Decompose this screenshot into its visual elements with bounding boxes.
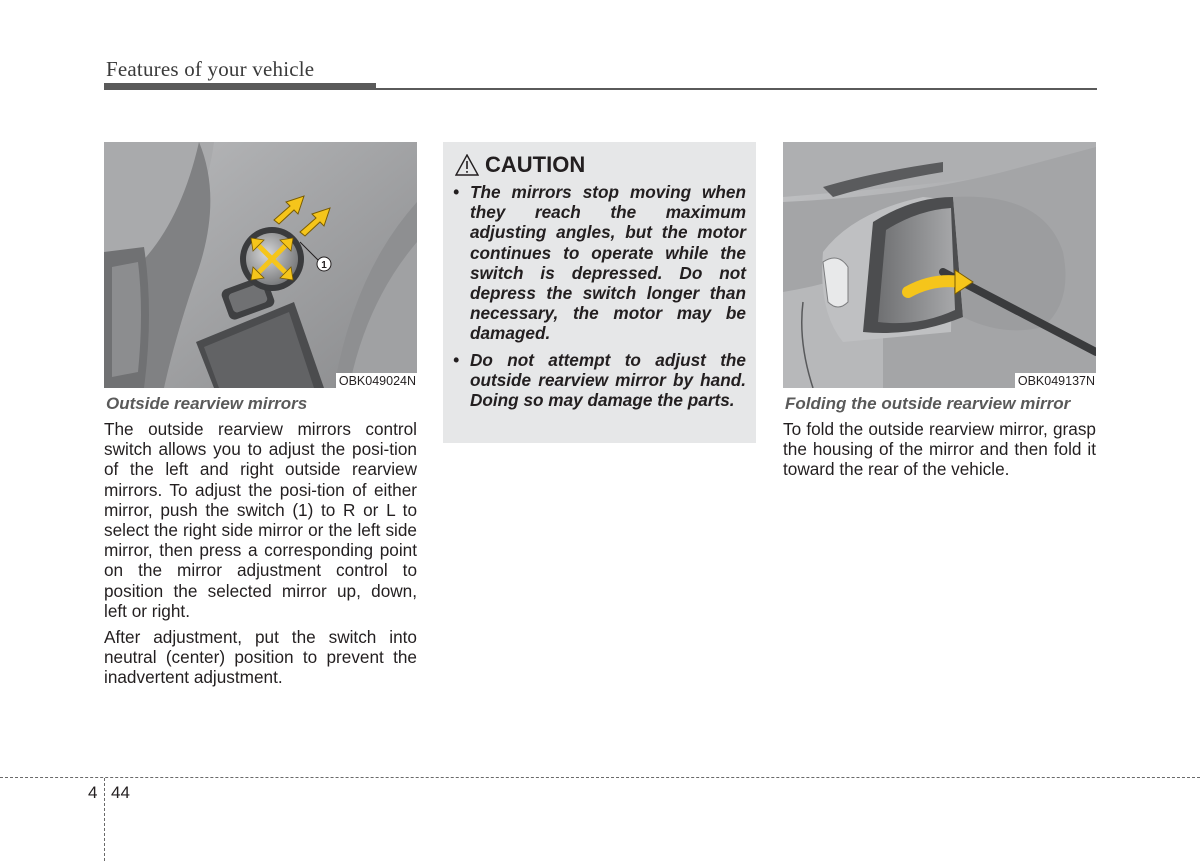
mirror-switch-figure	[104, 142, 417, 388]
mirror-folding-illustration	[783, 142, 1096, 388]
page-number: 44	[111, 783, 130, 802]
bullet: •	[453, 182, 460, 202]
caution-list	[453, 182, 746, 416]
mirror-folding-figure	[783, 142, 1096, 388]
callout-number: 1	[321, 260, 327, 271]
caution-item-text: Do not attempt to adjust the outside rearview mirror by hand. Doing so may damage the parts.	[470, 349, 746, 411]
figure-caption: Folding the outside rearview mirror	[785, 394, 1071, 413]
caution-title: CAUTION	[485, 152, 586, 177]
caution-box	[443, 142, 756, 443]
figure-code: OBK049137N	[1015, 373, 1096, 388]
paragraph: To fold the outside rearview mirror, grasp the housing of the mirror and then fold it toward the rear of the vehicle.	[783, 419, 1096, 480]
paragraph: The outside rearview mirrors control switch allows you to adjust the posi-tion of the left and right outside rearview mirrors. To adjust the posi-tion of either mirror, push the switch (1) to R or L to select the right side mirror or the left side mirror, then press a corresponding point on the mirror adjustment control to position the selected mirror up, down, left or right.	[104, 419, 417, 621]
footer-rule	[0, 777, 1200, 778]
footer-divider	[104, 778, 105, 861]
mirror-switch-illustration	[104, 142, 417, 388]
bullet: •	[453, 349, 460, 370]
caution-item	[453, 350, 746, 411]
body-text-column-1	[104, 419, 417, 694]
figure-caption: Outside rearview mirrors	[106, 394, 308, 413]
warning-triangle-icon	[455, 154, 479, 176]
paragraph: After adjustment, put the switch into neutral (center) position to prevent the inadvertent adjustment.	[104, 627, 417, 688]
body-text-column-3	[783, 419, 1096, 486]
header-rule	[104, 88, 1097, 90]
figure-code: OBK049024N	[336, 373, 417, 388]
chapter-number: 4	[88, 783, 98, 802]
page-header-title: Features of your vehicle	[106, 57, 315, 81]
caution-item	[453, 182, 746, 344]
caution-item-text: The mirrors stop moving when they reach the maximum adjusting angles, but the motor continues to operate while the switch is depressed. Do not depress the switch longer than necessary, the motor may be damaged.	[470, 182, 746, 344]
